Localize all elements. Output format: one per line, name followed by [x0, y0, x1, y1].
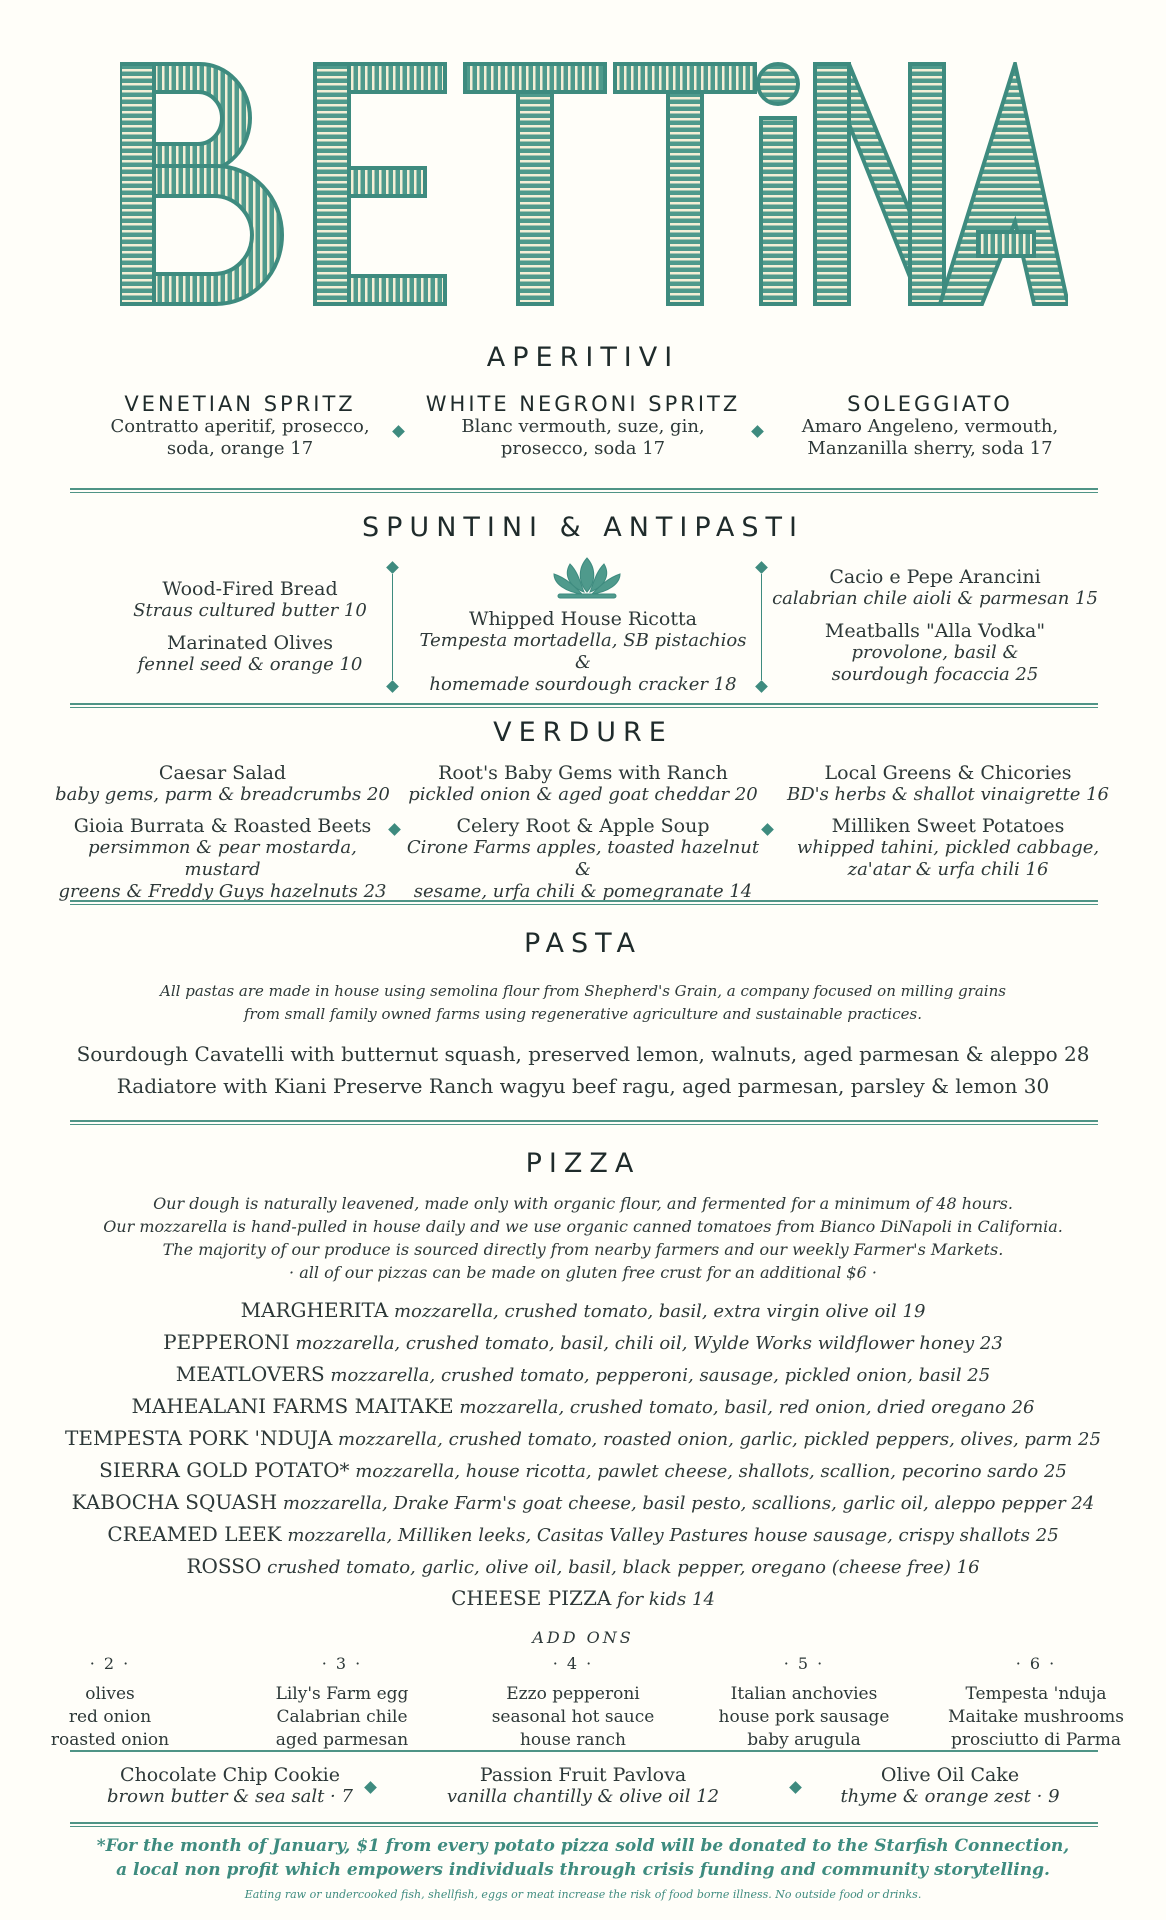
pizza-item — [40, 1298, 1126, 1324]
drink-desc: Manzanilla sherry, soda 17 — [807, 438, 1053, 459]
addon-item: prosciutto di Parma — [950, 1730, 1122, 1750]
pizza-desc: mozzarella, crushed tomato, pepperoni, sausage, pickled onion, basil 25 — [330, 1365, 991, 1386]
verdure-title: VERDURE — [493, 717, 673, 748]
diamond-divider-icon — [761, 823, 774, 836]
dish-desc: calabrian chile aioli & parmesan 15 — [772, 588, 1098, 609]
dish-desc: greens & Freddy Guys hazelnuts 23 — [58, 881, 387, 902]
dish-desc: za'atar & urfa chili 16 — [847, 859, 1049, 880]
dish-desc: homemade sourdough cracker 18 — [429, 674, 737, 695]
drink-desc: Blanc vermouth, suze, gin, — [461, 416, 705, 437]
pizza-name: MARGHERITA — [240, 1298, 389, 1322]
addon-item: house ranch — [519, 1730, 626, 1750]
aperitivo-item — [420, 392, 746, 460]
lotus-ornament-icon — [544, 554, 630, 600]
addon-item: baby arugula — [747, 1730, 861, 1750]
pizza-note: The majority of our produce is sourced directly from nearby farmers and our weekly Farmer's Markets. — [162, 1240, 1004, 1259]
pizza-item — [40, 1426, 1126, 1452]
addon-item: Maitake mushrooms — [948, 1707, 1124, 1727]
diamond-divider-icon — [755, 561, 768, 574]
dish-name: Celery Root & Apple Soup — [456, 815, 710, 837]
section-divider — [70, 1120, 1098, 1125]
diamond-divider-icon — [755, 680, 768, 693]
pizza-title: PIZZA — [525, 1148, 641, 1179]
section-divider — [70, 488, 1098, 493]
pizza-desc: mozzarella, crushed tomato, basil, red onion, dried oregano 26 — [459, 1397, 1035, 1418]
dish-name: Whipped House Ricotta — [469, 608, 697, 630]
dish-desc: fennel seed & orange 10 — [137, 654, 363, 675]
pizza-name: TEMPESTA PORK 'NDUJA — [65, 1426, 333, 1450]
dessert-desc: thyme & orange zest · 9 — [840, 1786, 1060, 1807]
donation-note: a local non profit which empowers individuals through crisis funding and community storytelling. — [116, 1860, 1050, 1880]
addon-item: Tempesta 'nduja — [965, 1684, 1107, 1704]
addon-item: Calabrian chile — [276, 1707, 408, 1727]
dish-name: Caesar Salad — [158, 762, 287, 784]
health-disclaimer: Eating raw or undercooked fish, shellfish, eggs or meat increase the risk of food borne illness. No outside food or drinks. — [244, 1888, 922, 1901]
dessert-item — [70, 1764, 390, 1808]
addon-price: · 4 · — [552, 1654, 594, 1673]
pizza-item — [40, 1458, 1126, 1484]
pasta-note: from small family owned farms using regenerative agriculture and sustainable practices. — [244, 1005, 922, 1023]
dish-name: Cacio e Pepe Arancini — [829, 566, 1041, 588]
dish-desc: whipped tahini, pickled cabbage, — [796, 837, 1100, 858]
antipasti-left — [90, 578, 410, 676]
drink-name: SOLEGGIATO — [847, 392, 1013, 416]
pizza-desc: mozzarella, house ricotta, pawlet cheese, shallots, scallion, pecorino sardo 25 — [355, 1461, 1067, 1482]
verdure-col — [778, 762, 1118, 881]
dish-desc: Cirone Farms apples, toasted hazelnut & — [406, 837, 760, 880]
dish-name: Local Greens & Chicories — [824, 762, 1072, 784]
addon-group — [483, 1652, 663, 1752]
drink-desc: Amaro Angeleno, vermouth, — [801, 416, 1059, 437]
addon-price: · 6 · — [1015, 1654, 1057, 1673]
section-divider — [70, 900, 1098, 905]
pizza-item — [40, 1586, 1126, 1612]
pasta-note: All pastas are made in house using semolina flour from Shepherd's Grain, a company focused on milling grains — [160, 982, 1006, 1000]
addon-item: olives — [85, 1684, 135, 1704]
pizza-item — [40, 1394, 1126, 1420]
dessert-name: Chocolate Chip Cookie — [120, 1764, 340, 1786]
pasta-title: PASTA — [523, 928, 643, 959]
drink-desc: prosecco, soda 17 — [500, 438, 666, 459]
addons-title: ADD ONS — [532, 1628, 634, 1647]
pizza-desc: mozzarella, Drake Farm's goat cheese, basil pesto, scallions, garlic oil, aleppo pepper 24 — [282, 1493, 1095, 1514]
addon-item: Lily's Farm egg — [275, 1684, 409, 1704]
section-divider — [70, 703, 1098, 708]
pizza-desc: mozzarella, crushed tomato, basil, extra virgin olive oil 19 — [393, 1301, 926, 1322]
pizza-name: CHEESE PIZZA — [451, 1586, 612, 1610]
verdure-col — [50, 762, 395, 903]
addon-group — [946, 1652, 1126, 1752]
diamond-divider-icon — [386, 561, 399, 574]
aperitivi-title: APERITIVI — [486, 342, 680, 373]
dish-name: Root's Baby Gems with Ranch — [438, 762, 728, 784]
addon-price: · 5 · — [783, 1654, 825, 1673]
verdure-col — [405, 762, 761, 903]
pizza-name: KABOCHA SQUASH — [71, 1490, 278, 1514]
aperitivo-item — [780, 392, 1080, 460]
vertical-divider — [392, 574, 393, 680]
pizza-desc: for kids 14 — [617, 1589, 715, 1610]
diamond-divider-icon — [386, 680, 399, 693]
drink-desc: Contratto aperitif, prosecco, — [110, 416, 370, 437]
pizza-name: CREAMED LEEK — [107, 1522, 282, 1546]
pizza-item — [40, 1522, 1126, 1548]
dessert-name: Olive Oil Cake — [880, 1764, 1020, 1786]
addon-item: seasonal hot sauce — [491, 1707, 655, 1727]
pizza-name: MEATLOVERS — [175, 1362, 325, 1386]
pizza-desc: mozzarella, crushed tomato, roasted onion, garlic, pickled peppers, olives, parm 25 — [338, 1429, 1101, 1450]
pizza-desc: crushed tomato, garlic, olive oil, basil, black pepper, oregano (cheese free) 16 — [267, 1557, 980, 1578]
addon-item: Ezzo pepperoni — [506, 1684, 640, 1704]
pasta-item: Radiatore with Kiani Preserve Ranch wagyu beef ragu, aged parmesan, parsley & lemon 30 — [116, 1074, 1050, 1098]
pizza-name: SIERRA GOLD POTATO* — [99, 1458, 350, 1482]
pizza-item — [40, 1362, 1126, 1388]
pizza-item — [40, 1330, 1126, 1356]
addon-group — [714, 1652, 894, 1752]
addon-price: · 2 · — [89, 1654, 131, 1673]
pizza-item — [40, 1490, 1126, 1516]
dish-desc: Tempesta mortadella, SB pistachios & — [419, 630, 747, 673]
dessert-item — [800, 1764, 1100, 1808]
dish-name: Gioia Burrata & Roasted Beets — [73, 815, 372, 837]
dish-desc: provolone, basil & — [851, 642, 1019, 663]
dish-desc: pickled onion & aged goat cheddar 20 — [408, 784, 758, 805]
dish-desc: Straus cultured butter 10 — [133, 600, 367, 621]
dish-desc: BD's herbs & shallot vinaigrette 16 — [786, 784, 1110, 805]
addon-item: Italian anchovies — [730, 1684, 878, 1704]
pizza-name: PEPPERONI — [163, 1330, 290, 1354]
pizza-item — [40, 1554, 1126, 1580]
pizza-desc: mozzarella, Milliken leeks, Casitas Valley Pastures house sausage, crispy shallots 25 — [287, 1525, 1059, 1546]
pizza-note: · all of our pizzas can be made on gluten free crust for an additional $6 · — [289, 1263, 877, 1282]
antipasti-title: SPUNTINI & ANTIPASTI — [362, 512, 804, 543]
dessert-name: Passion Fruit Pavlova — [479, 1764, 687, 1786]
dish-name: Milliken Sweet Potatoes — [831, 815, 1065, 837]
pizza-note: Our mozzarella is hand-pulled in house daily and we use organic canned tomatoes from Bianco DiNapoli in California. — [103, 1217, 1063, 1236]
addon-group — [20, 1652, 200, 1752]
dish-desc: sourdough focaccia 25 — [831, 664, 1039, 685]
bettina-logo — [120, 62, 1068, 310]
dish-name: Marinated Olives — [166, 632, 334, 654]
dish-desc: persimmon & pear mostarda, mustard — [88, 837, 357, 880]
section-divider — [70, 1750, 1098, 1753]
addon-item: red onion — [68, 1707, 152, 1727]
antipasti-right — [770, 566, 1100, 686]
aperitivo-item — [80, 392, 400, 460]
drink-name: VENETIAN SPRITZ — [124, 392, 356, 416]
addon-price: · 3 · — [321, 1654, 363, 1673]
pizza-note: Our dough is naturally leavened, made only with organic flour, and fermented for a minimum of 48 hours. — [153, 1194, 1013, 1213]
dessert-desc: brown butter & sea salt · 7 — [107, 1786, 353, 1807]
pizza-name: MAHEALANI FARMS MAITAKE — [131, 1394, 454, 1418]
addon-item: house pork sausage — [718, 1707, 890, 1727]
vertical-divider — [761, 574, 762, 680]
pizza-name: ROSSO — [186, 1554, 262, 1578]
addon-item: aged parmesan — [275, 1730, 409, 1750]
dessert-item — [420, 1764, 746, 1808]
dish-desc: baby gems, parm & breadcrumbs 20 — [55, 784, 390, 805]
drink-desc: soda, orange 17 — [166, 438, 314, 459]
addon-group — [252, 1652, 432, 1752]
section-divider — [70, 1822, 1098, 1827]
pizza-desc: mozzarella, crushed tomato, basil, chili oil, Wylde Works wildflower honey 23 — [295, 1333, 1003, 1354]
diamond-divider-icon — [751, 425, 764, 438]
pasta-item: Sourdough Cavatelli with butternut squash, preserved lemon, walnuts, aged parmesan & aleppo 28 — [76, 1042, 1090, 1066]
dish-desc: sesame, urfa chili & pomegranate 14 — [413, 881, 753, 902]
addon-item: roasted onion — [50, 1730, 170, 1750]
donation-note: *For the month of January, $1 from every potato pizza sold will be donated to the Starfish Connection, — [96, 1836, 1070, 1856]
drink-name: WHITE NEGRONI SPRITZ — [425, 392, 741, 416]
antipasti-center — [410, 608, 756, 696]
dessert-desc: vanilla chantilly & olive oil 12 — [446, 1786, 720, 1807]
dish-name: Meatballs "Alla Vodka" — [824, 620, 1046, 642]
dish-name: Wood-Fired Bread — [162, 578, 338, 600]
